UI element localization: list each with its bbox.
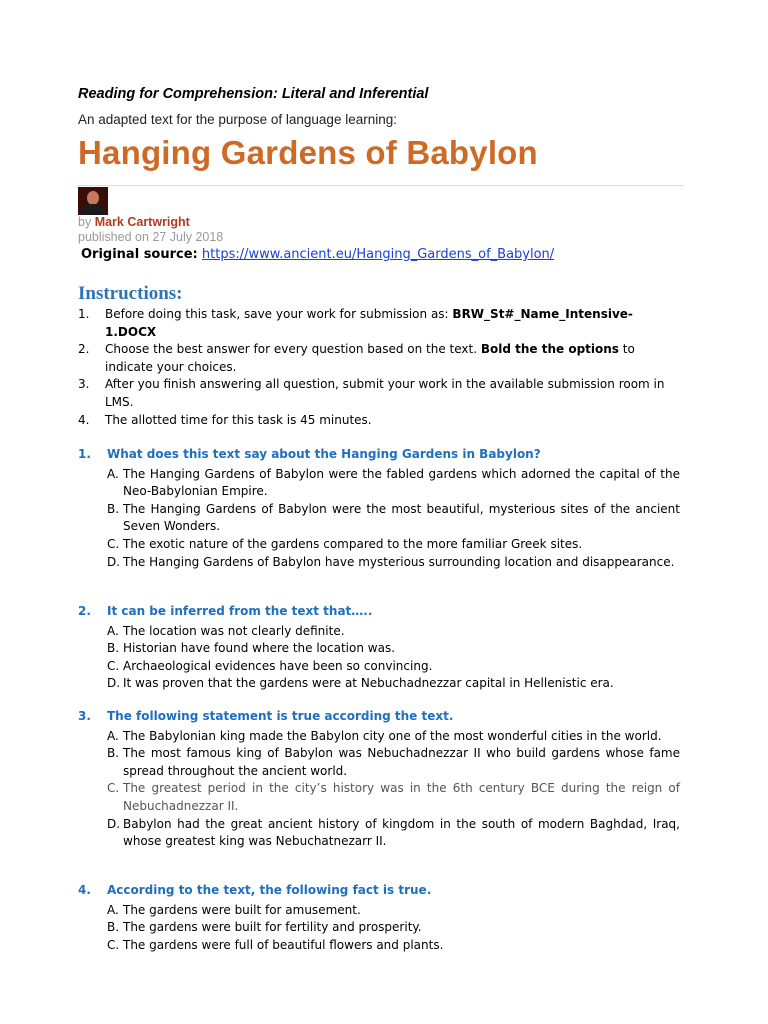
by-prefix: by [78,215,92,229]
page-title: Hanging Gardens of Babylon [78,134,538,171]
title-divider [78,185,684,186]
instruction-item: 2. Choose the best answer for every question based on the text. Bold the the options to indicate your choices. [78,342,635,374]
byline [78,215,190,229]
author-avatar [78,187,108,215]
question-text: The following statement is true according the text. [107,709,454,723]
answer-option[interactable]: D. Babylon had the great ancient history of kingdom in the south of modern Baghdad, Iraq, whose greatest king was Nebuchatnezarr II. [107,816,680,849]
answer-option[interactable]: A. The Babylonian king made the Babylon city one of the most wonderful cities in the world. [107,728,662,743]
author-link[interactable]: Mark Cartwright [94,215,190,229]
instruction-item: 4. The allotted time for this task is 45 minutes. [78,412,372,427]
instructions-list [78,306,678,429]
question-3: 3. The following statement is true according the text. A. The Babylonian king made the Babylon city one of the most wonderful cities in the world. B. The most famous king of Babylon was Nebuchadnezzar II who build gardens whose fame spread throughout the ancient world. C. The greatest period in the city’s history was in the 6th century BCE during the reign of Nebuchadnezzar II. D. Babylon had the great ancient history of kingdom in the south of modern Baghdad, Iraq, whose greatest king was Nebuchatnezarr II. [78,708,680,851]
published-date: published on 27 July 2018 [78,230,224,244]
answer-option[interactable]: A. The Hanging Gardens of Babylon were the fabled gardens which adorned the capital of the Neo-Babylonian Empire. [107,466,680,499]
question-4: 4. According to the text, the following fact is true. A. The gardens were built for amusement. B. The gardens were built for fertility and prosperity. C. The gardens were full of beautiful flowers and plants. [78,882,680,954]
answer-option[interactable]: C. The greatest period in the city’s history was in the 6th century BCE during the reign of Nebuchadnezzar II. [107,781,680,813]
instruction-item: 1. Before doing this task, save your work for submission as: BRW_St#_Name_Intensive-1.DOCX [78,307,633,339]
answer-option[interactable]: A. The gardens were built for amusement. [107,902,361,917]
instructions-heading: Instructions: [78,283,183,304]
answer-option[interactable]: C. The gardens were full of beautiful flowers and plants. [107,937,444,952]
question-1: 1. What does this text say about the Hanging Gardens in Babylon? A. The Hanging Gardens of Babylon were the fabled gardens which adorned the capital of the Neo-Babylonian Empire. B. The Hanging Gardens of Babylon were the most beautiful, mysterious sites of the ancient Seven Wonders. C. The exotic nature of the gardens compared to the more familiar Greek sites. D. The Hanging Gardens of Babylon have mysterious surrounding location and disappearance. [78,446,680,571]
answer-option[interactable]: A. The location was not clearly definite. [107,623,345,638]
source-link[interactable]: https://www.ancient.eu/Hanging_Gardens_of_Babylon/ [201,247,555,262]
intro-line: An adapted text for the purpose of language learning: [78,112,397,127]
answer-option[interactable]: D. It was proven that the gardens were at Nebuchadnezzar capital in Hellenistic era. [107,676,614,691]
answer-option[interactable]: D. The Hanging Gardens of Babylon have mysterious surrounding location and disappearance. [107,554,675,569]
source-label: Original source: [81,247,198,262]
question-text: It can be inferred from the text that….. [107,604,373,618]
question-text: What does this text say about the Hanging Gardens in Babylon? [107,447,541,461]
answer-option[interactable]: C. The exotic nature of the gardens compared to the more familiar Greek sites. [107,536,583,551]
answer-option[interactable]: B. The gardens were built for fertility and prosperity. [107,920,422,935]
question-text: According to the text, the following fact is true. [107,883,432,897]
original-source [81,247,554,262]
answer-option[interactable]: B. The Hanging Gardens of Babylon were the most beautiful, mysterious sites of the ancient Seven Wonders. [107,501,680,534]
answer-option[interactable]: C. Archaeological evidences have been so convincing. [107,658,433,673]
instruction-item: 3. After you finish answering all question, submit your work in the available submission room in LMS. [78,377,665,409]
question-2: 2. It can be inferred from the text that….. A. The location was not clearly definite. B. Historian have found where the location was. C. Archaeological evidences have been so convincing. D. It was proven that the gardens were at Nebuchadnezzar capital in Hellenistic era. [78,603,680,693]
answer-option[interactable]: B. Historian have found where the location was. [107,641,396,656]
document-kicker: Reading for Comprehension: Literal and Inferential [78,86,429,102]
answer-option[interactable]: B. The most famous king of Babylon was Nebuchadnezzar II who build gardens whose fame spread throughout the ancient world. [107,746,680,778]
